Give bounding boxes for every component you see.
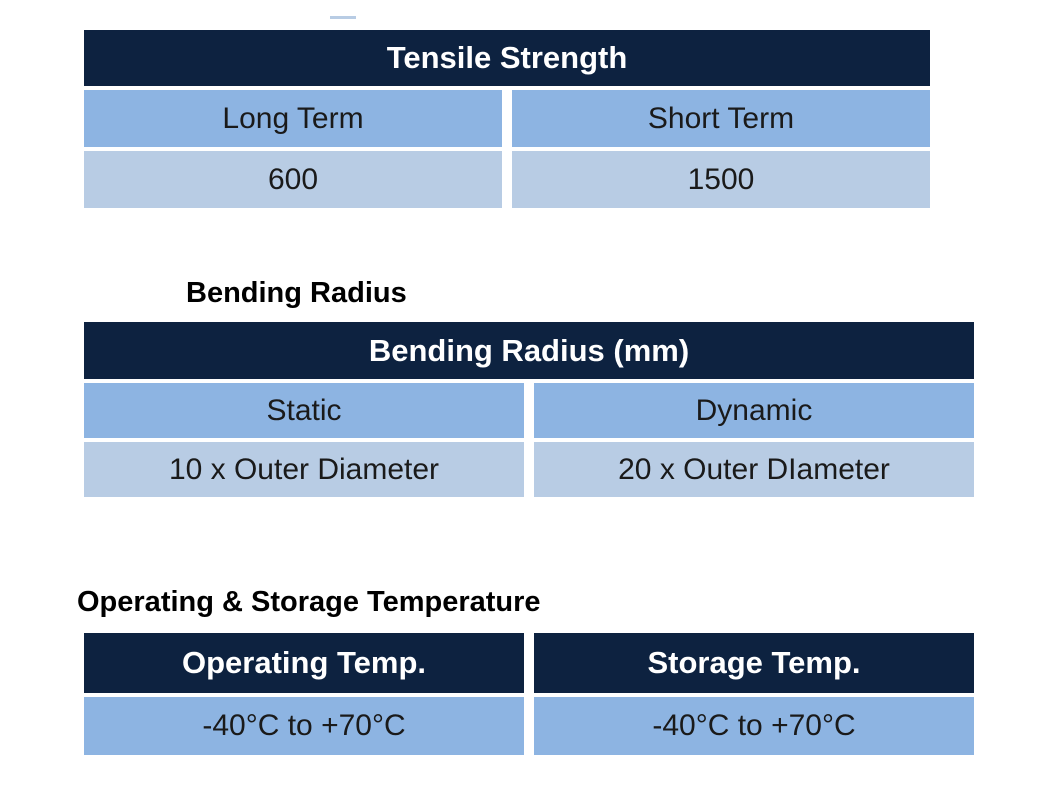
- tensile-strength-table-header: Tensile Strength: [84, 30, 930, 86]
- column-gap: [524, 383, 534, 438]
- bending-radius-table-header: Bending Radius (mm): [84, 322, 974, 379]
- bending-radius-value-row: [84, 442, 974, 497]
- column-gap: [502, 151, 512, 208]
- tensile-strength-column-header-row: [84, 90, 930, 147]
- bending-radius-column-header-row: [84, 383, 974, 438]
- column-gap: [524, 633, 534, 693]
- tensile-column-long-term: Long Term: [84, 90, 502, 147]
- tensile-column-short-term: Short Term: [512, 90, 930, 147]
- column-gap: [524, 442, 534, 497]
- temperature-value-storage: -40°C to +70°C: [534, 697, 974, 755]
- temperature-column-header-row: [84, 633, 974, 693]
- column-gap: [502, 90, 512, 147]
- temperature-section-title: Operating & Storage Temperature: [77, 586, 541, 618]
- tensile-strength-table: [84, 30, 930, 208]
- temperature-column-storage: Storage Temp.: [534, 633, 974, 693]
- temperature-value-operating: -40°C to +70°C: [84, 697, 524, 755]
- tensile-value-short-term: 1500: [512, 151, 930, 208]
- bending-radius-section-title: Bending Radius: [186, 277, 407, 309]
- bending-value-dynamic: 20 x Outer DIameter: [534, 442, 974, 497]
- column-gap: [524, 697, 534, 755]
- bending-radius-table: [84, 322, 974, 497]
- tensile-value-long-term: 600: [84, 151, 502, 208]
- tensile-strength-value-row: [84, 151, 930, 208]
- temperature-table: [84, 633, 974, 755]
- bending-column-static: Static: [84, 383, 524, 438]
- temperature-column-operating: Operating Temp.: [84, 633, 524, 693]
- top-edge-artifact: [330, 16, 356, 19]
- temperature-value-row: [84, 697, 974, 755]
- bending-value-static: 10 x Outer Diameter: [84, 442, 524, 497]
- bending-column-dynamic: Dynamic: [534, 383, 974, 438]
